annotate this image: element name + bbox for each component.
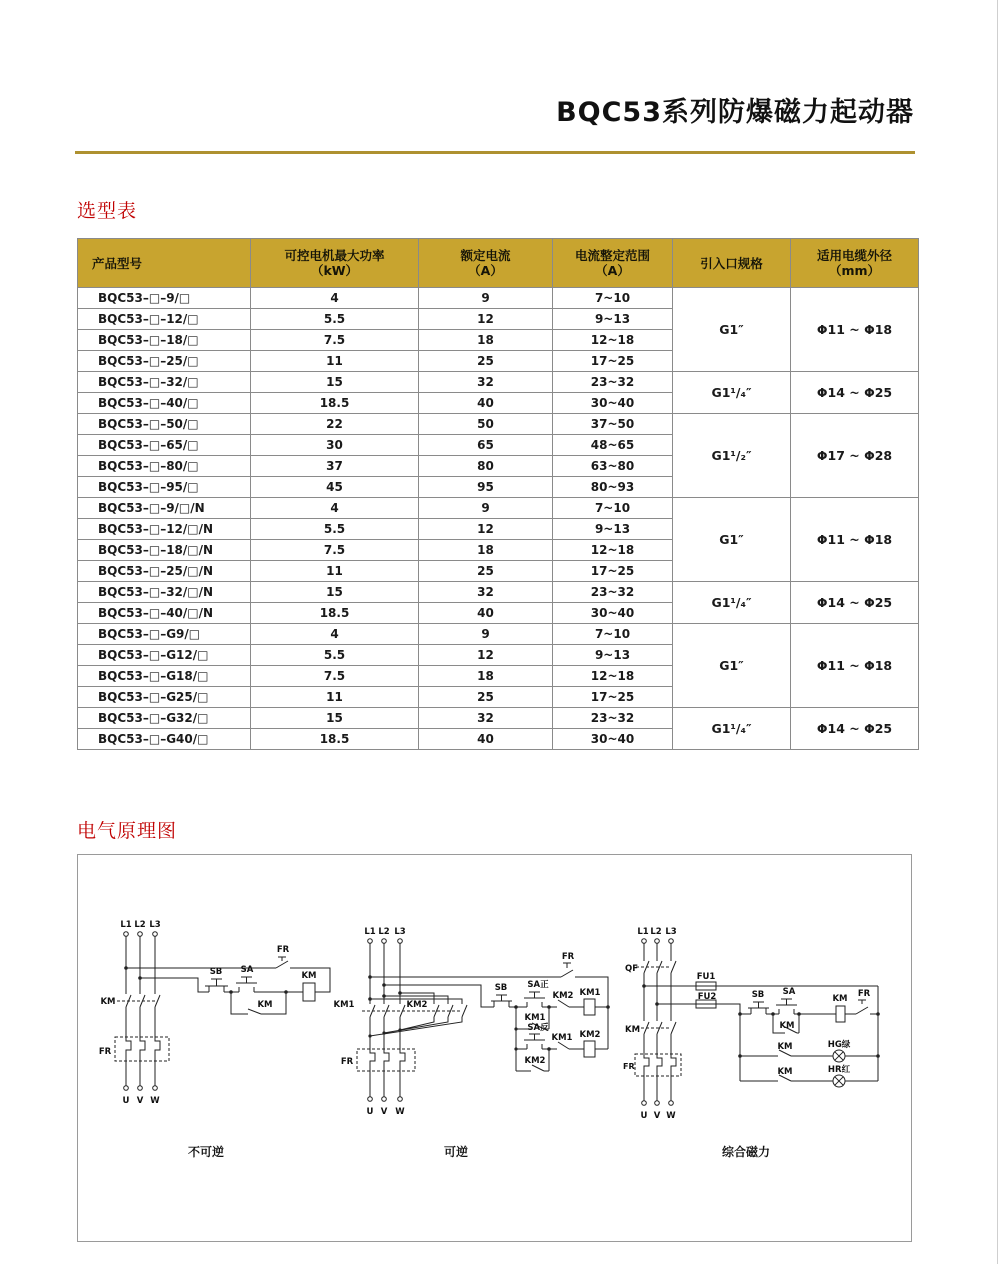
cell-range: 9~13	[553, 519, 673, 540]
schematic-heading: 电气原理图	[77, 820, 178, 842]
cell-range: 80~93	[553, 477, 673, 498]
d3-label-l1: L1	[637, 927, 649, 937]
cell-range: 17~25	[553, 687, 673, 708]
d3-label-hr: HR红	[827, 1065, 851, 1075]
cell-current: 12	[419, 309, 553, 330]
cell-inlet: G1″	[673, 624, 791, 708]
d3-label-l3: L3	[665, 927, 677, 937]
cell-inlet: G1¹/₄″	[673, 372, 791, 414]
selection-table-heading: 选型表	[77, 200, 138, 222]
col-header-power: 可控电机最大功率 （kW）	[251, 239, 419, 288]
cell-cable: Φ14 ~ Φ25	[791, 708, 919, 750]
cell-model: BQC53–□–G32/□	[78, 708, 251, 729]
cell-power: 4	[251, 624, 419, 645]
cell-model: BQC53–□–G25/□	[78, 687, 251, 708]
cell-inlet: G1″	[673, 498, 791, 582]
selection-table-body	[78, 288, 919, 750]
d2-label-km1-nc: KM1	[551, 1033, 573, 1043]
cell-model: BQC53–□–G40/□	[78, 729, 251, 750]
d1-label-l2: L2	[134, 920, 146, 930]
cell-inlet: G1¹/₄″	[673, 582, 791, 624]
table-row	[78, 624, 919, 645]
cell-current: 25	[419, 351, 553, 372]
cell-power: 15	[251, 372, 419, 393]
caption-combined: 综合磁力	[721, 1145, 771, 1159]
cell-power: 4	[251, 288, 419, 309]
schematic-combined	[621, 901, 921, 1126]
d2-label-sa-fwd: SA正	[527, 980, 549, 990]
cell-current: 65	[419, 435, 553, 456]
cell-model: BQC53–□–G12/□	[78, 645, 251, 666]
cell-current: 12	[419, 519, 553, 540]
selection-table-header	[78, 239, 919, 288]
table-row	[78, 414, 919, 435]
d2-label-v: V	[380, 1107, 388, 1117]
cell-current: 40	[419, 393, 553, 414]
d2-label-km2-coil: KM2	[579, 1030, 601, 1040]
cell-current: 18	[419, 540, 553, 561]
d2-label-km2-main: KM2	[406, 1000, 428, 1010]
cell-range: 9~13	[553, 309, 673, 330]
d3-label-v: V	[653, 1111, 661, 1121]
cell-cable: Φ14 ~ Φ25	[791, 582, 919, 624]
caption-irreversible: 不可逆	[187, 1145, 225, 1159]
cell-range: 23~32	[553, 372, 673, 393]
cell-power: 15	[251, 708, 419, 729]
d3-label-u: U	[640, 1111, 648, 1121]
cell-current: 9	[419, 624, 553, 645]
cell-model: BQC53–□–40/□	[78, 393, 251, 414]
cell-cable: Φ11 ~ Φ18	[791, 624, 919, 708]
cell-current: 95	[419, 477, 553, 498]
d1-label-sa: SA	[240, 965, 254, 975]
cell-inlet: G1¹/₄″	[673, 708, 791, 750]
d3-label-qf: QF	[625, 964, 639, 974]
cell-power: 11	[251, 561, 419, 582]
d3-label-fu1: FU1	[696, 972, 716, 982]
d3-label-km-red: KM	[777, 1067, 793, 1077]
cell-current: 80	[419, 456, 553, 477]
page-edge-line	[997, 0, 998, 1264]
d2-label-l1: L1	[364, 927, 376, 937]
cell-power: 7.5	[251, 330, 419, 351]
cell-power: 15	[251, 582, 419, 603]
cell-range: 17~25	[553, 351, 673, 372]
cell-range: 17~25	[553, 561, 673, 582]
cell-model: BQC53–□–80/□	[78, 456, 251, 477]
d3-label-km-green: KM	[777, 1042, 793, 1052]
cell-power: 18.5	[251, 729, 419, 750]
d2-label-sb: SB	[494, 983, 508, 993]
table-row	[78, 498, 919, 519]
d3-label-fr-main: FR	[623, 1062, 635, 1071]
cell-current: 25	[419, 561, 553, 582]
col-header-inlet: 引入口规格	[673, 239, 791, 288]
cell-power: 7.5	[251, 540, 419, 561]
schematic-panel	[77, 854, 912, 1242]
d2-label-l3: L3	[394, 927, 406, 937]
d3-label-w: W	[666, 1111, 676, 1121]
d2-label-fr-ctl: FR	[561, 952, 575, 962]
d1-label-w: W	[150, 1096, 160, 1106]
d2-label-km1-main: KM1	[333, 1000, 355, 1010]
cell-model: BQC53–□–12/□/N	[78, 519, 251, 540]
cell-range: 48~65	[553, 435, 673, 456]
col-header-range: 电流整定范围 （A）	[553, 239, 673, 288]
d3-label-km-coil: KM	[832, 994, 848, 1004]
cell-power: 5.5	[251, 519, 419, 540]
cell-power: 11	[251, 351, 419, 372]
cell-power: 5.5	[251, 309, 419, 330]
cell-power: 30	[251, 435, 419, 456]
d3-label-sb: SB	[751, 990, 765, 1000]
cell-model: BQC53–□–12/□	[78, 309, 251, 330]
cell-model: BQC53–□–95/□	[78, 477, 251, 498]
col-header-model: 产品型号	[78, 239, 251, 288]
d2-label-km2-nc: KM2	[552, 991, 574, 1001]
schematic-irreversible	[91, 914, 341, 1114]
d1-label-km-coil: KM	[301, 971, 317, 981]
d3-label-km-main: KM	[625, 1025, 641, 1035]
cell-cable: Φ17 ~ Φ28	[791, 414, 919, 498]
d1-label-l1: L1	[120, 920, 132, 930]
cell-inlet: G1¹/₂″	[673, 414, 791, 498]
cell-model: BQC53–□–G18/□	[78, 666, 251, 687]
cell-power: 4	[251, 498, 419, 519]
cell-current: 9	[419, 288, 553, 309]
cell-power: 18.5	[251, 603, 419, 624]
cell-current: 32	[419, 372, 553, 393]
col-header-current: 额定电流 （A）	[419, 239, 553, 288]
cell-cable: Φ14 ~ Φ25	[791, 372, 919, 414]
d1-label-km-main: KM	[100, 997, 116, 1007]
col-header-cable: 适用电缆外径 （mm）	[791, 239, 919, 288]
cell-cable: Φ11 ~ Φ18	[791, 498, 919, 582]
d3-label-hg: HG绿	[827, 1040, 851, 1050]
d1-label-fr-ctl: FR	[276, 945, 290, 955]
d2-label-km1-coil: KM1	[579, 988, 601, 998]
cell-current: 12	[419, 645, 553, 666]
d3-label-l2: L2	[650, 927, 662, 937]
cell-range: 12~18	[553, 540, 673, 561]
d3-label-fr-ctl: FR	[857, 989, 871, 999]
cell-model: BQC53–□–18/□/N	[78, 540, 251, 561]
cell-power: 5.5	[251, 645, 419, 666]
d2-label-u: U	[366, 1107, 374, 1117]
cell-power: 45	[251, 477, 419, 498]
cell-current: 9	[419, 498, 553, 519]
cell-range: 7~10	[553, 624, 673, 645]
d2-label-sa-rev: SA反	[527, 1023, 549, 1033]
cell-model: BQC53–□–65/□	[78, 435, 251, 456]
cell-model: BQC53–□–25/□/N	[78, 561, 251, 582]
cell-range: 23~32	[553, 708, 673, 729]
table-row	[78, 288, 919, 309]
cell-range: 30~40	[553, 393, 673, 414]
cell-cable: Φ11 ~ Φ18	[791, 288, 919, 372]
cell-range: 23~32	[553, 582, 673, 603]
d1-label-fr-main: FR	[98, 1047, 112, 1057]
cell-range: 12~18	[553, 330, 673, 351]
cell-power: 18.5	[251, 393, 419, 414]
cell-range: 37~50	[553, 414, 673, 435]
cell-range: 9~13	[553, 645, 673, 666]
d1-label-sb: SB	[209, 967, 223, 977]
d1-label-v: V	[136, 1096, 144, 1106]
cell-range: 30~40	[553, 603, 673, 624]
table-row	[78, 582, 919, 603]
cell-range: 7~10	[553, 288, 673, 309]
d1-label-km-aux: KM	[257, 1000, 273, 1010]
d2-label-l2: L2	[378, 927, 390, 937]
d1-label-l3: L3	[149, 920, 161, 930]
cell-current: 32	[419, 582, 553, 603]
table-row	[78, 708, 919, 729]
cell-range: 12~18	[553, 666, 673, 687]
d3-label-km-aux: KM	[779, 1021, 795, 1031]
cell-power: 11	[251, 687, 419, 708]
d2-label-km2-aux: KM2	[524, 1056, 546, 1066]
cell-model: BQC53–□–25/□	[78, 351, 251, 372]
cell-model: BQC53–□–50/□	[78, 414, 251, 435]
d2-label-fr-main: FR	[340, 1057, 354, 1067]
cell-model: BQC53–□–18/□	[78, 330, 251, 351]
page-title: BQC53系列防爆磁力起动器	[556, 97, 914, 128]
cell-model: BQC53–□–9/□/N	[78, 498, 251, 519]
cell-current: 18	[419, 330, 553, 351]
cell-range: 30~40	[553, 729, 673, 750]
selection-table	[77, 238, 919, 750]
cell-current: 40	[419, 603, 553, 624]
cell-range: 7~10	[553, 498, 673, 519]
gold-divider	[75, 151, 915, 154]
cell-model: BQC53–□–32/□/N	[78, 582, 251, 603]
cell-power: 37	[251, 456, 419, 477]
cell-current: 18	[419, 666, 553, 687]
d2-label-km1-aux: KM1	[524, 1013, 546, 1023]
cell-model: BQC53–□–G9/□	[78, 624, 251, 645]
d1-label-u: U	[122, 1096, 130, 1106]
schematic-reversible	[331, 919, 626, 1119]
d3-label-fu2: FU2	[697, 992, 717, 1002]
cell-inlet: G1″	[673, 288, 791, 372]
cell-range: 63~80	[553, 456, 673, 477]
table-row	[78, 372, 919, 393]
cell-power: 22	[251, 414, 419, 435]
cell-current: 40	[419, 729, 553, 750]
cell-current: 25	[419, 687, 553, 708]
cell-model: BQC53–□–9/□	[78, 288, 251, 309]
cell-current: 50	[419, 414, 553, 435]
d3-label-sa: SA	[782, 987, 796, 997]
cell-model: BQC53–□–40/□/N	[78, 603, 251, 624]
caption-reversible: 可逆	[443, 1145, 469, 1159]
d2-label-w: W	[395, 1107, 405, 1117]
cell-current: 32	[419, 708, 553, 729]
cell-power: 7.5	[251, 666, 419, 687]
cell-model: BQC53–□–32/□	[78, 372, 251, 393]
